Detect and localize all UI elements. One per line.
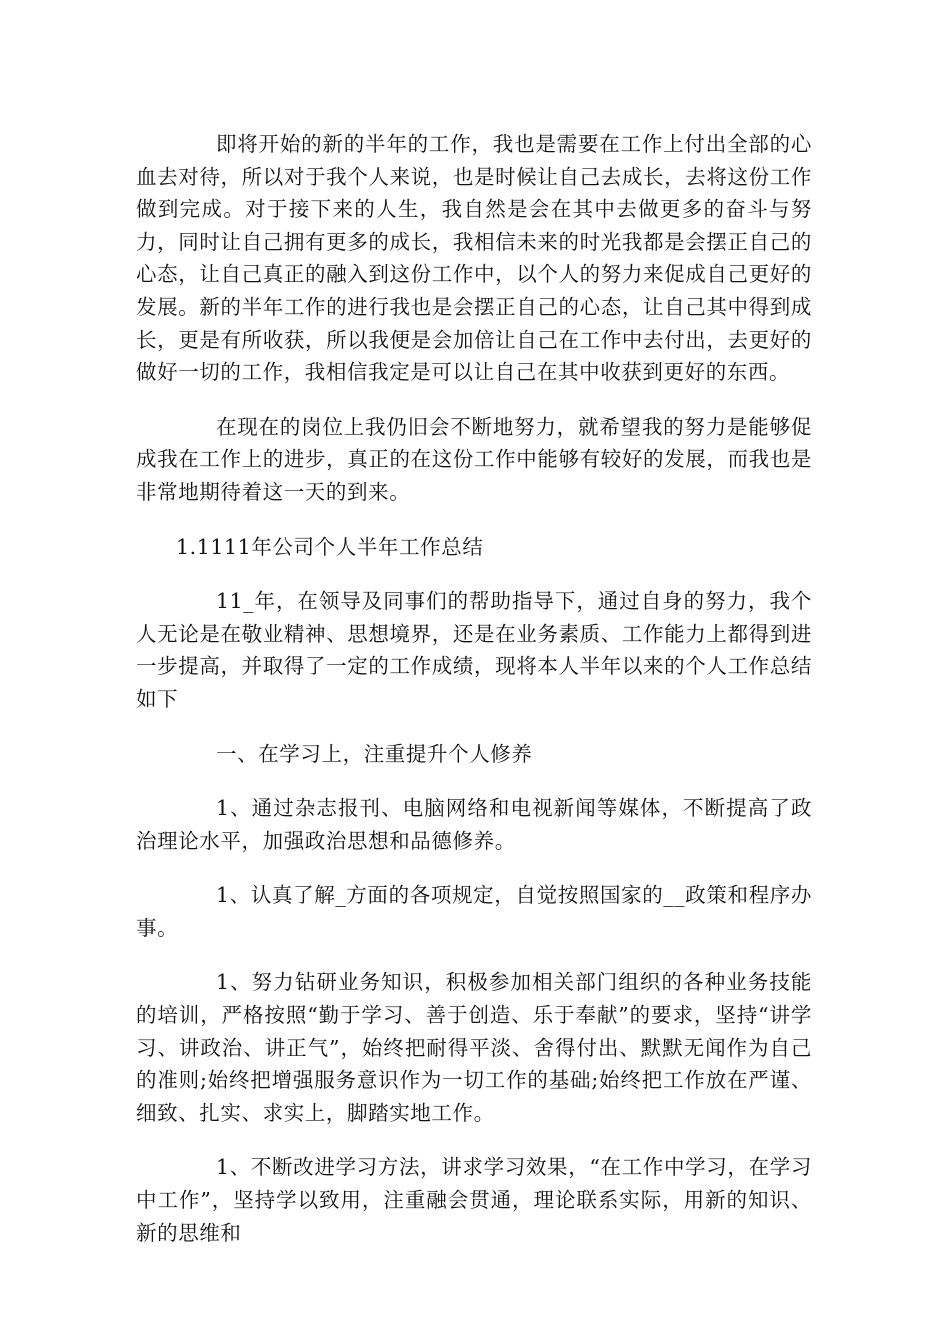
paragraph-summary: 11_年，在领导及同事们的帮助指导下，通过自身的努力，我个人无论是在敬业精神、思想境界，还是在业务素质、工作能力上都得到进一步提高，并取得了一定的工作成绩，现将本人半年以来的个人工作总结如下 <box>136 589 812 711</box>
paragraph-commitment: 在现在的岗位上我仍旧会不断地努力，就希望我的努力是能够促成我在工作上的进步，真正的在这份工作中能够有较好的发展，而我也是非常地期待着这一天的到来。 <box>136 414 812 504</box>
list-item: 1、努力钻研业务知识，积极参加相关部门组织的各种业务技能的培训，严格按照“勤于学习、善于创造、乐于奉献”的要求，坚持“讲学习、讲政治、讲正气”，始终把耐得平淡、舍得付出、默默无闻作为自己的准则;始终把增强服务意识作为一切工作的基础;始终把工作放在严谨、细致、扎实、求实上，脚踏实地工作。 <box>136 970 812 1125</box>
subsection-heading: 一、在学习上，注重提升个人修养 <box>216 741 533 766</box>
paragraph-intro: 即将开始的新的半年的工作，我也是需要在工作上付出全部的心血去对待，所以对于我个人来说，也是时候让自己去成长，去将这份工作做到完成。对于接下来的人生，我自然是会在其中去做更多的奋斗与努力，同时让自己拥有更多的成长，我相信未来的时光我都是会摆正自己的心态，让自己真正的融入到这份工作中，以个人的努力来促成自己更好的发展。新的半年工作的进行我也是会摆正自己的心态，让自己其中得到成长，更是有所收获，所以我便是会加倍让自己在工作中去付出，去更好的做好一切的工作，我相信我定是可以让自己在其中收获到更好的东西。 <box>136 132 812 385</box>
document-body <box>136 128 812 1271</box>
list-item: 1、通过杂志报刊、电脑网络和电视新闻等媒体，不断提高了政治理论水平，加强政治思想和品德修养。 <box>136 796 812 853</box>
section-heading: 1.1111年公司个人半年工作总结 <box>176 534 484 559</box>
list-item: 1、认真了解_方面的各项规定，自觉按照国家的__政策和程序办事。 <box>136 883 812 940</box>
list-item: 1、不断改进学习方法，讲求学习效果，“在工作中学习，在学习中工作”，坚持学以致用，注重融会贯通，理论联系实际，用新的知识、新的思维和 <box>136 1155 812 1245</box>
